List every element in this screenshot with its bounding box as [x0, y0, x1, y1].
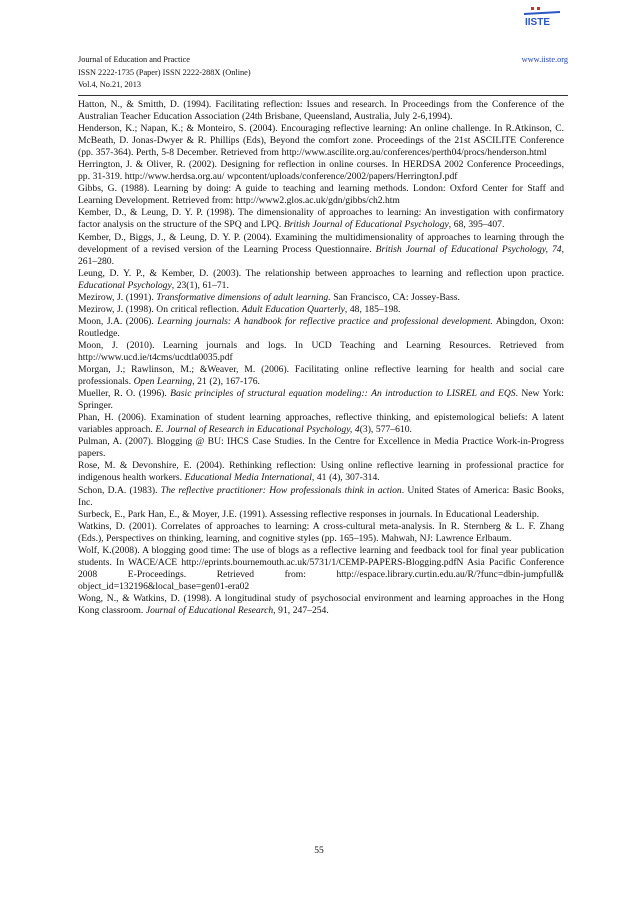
reference-source-title: E. Journal of Research in Educational Psychology, 4 [155, 424, 360, 436]
reference-text: Henderson, K.; Napan, K.; & Monteiro, S. (2004). Encouraging reflective learning: An online challenge. In R.Atkinson, C. McBeath, D. Jonas-Dwyer & R. Phillips (Eds), Beyond the comfort zone. Proceedings of the 21st ASCILITE Conference (pp. 357-364). Perth, 5-8 December. Retrieved from http://www.ascilite.org.au/conferences/perth04/procs/henderson.html [78, 123, 564, 159]
reference-entry [78, 268, 564, 292]
reference-text-tail: , 41 (4), 307-314. [311, 472, 380, 484]
journal-volume: Vol.4, No.21, 2013 [78, 80, 141, 90]
reference-source-title: Learning journals: A handbook for reflective practice and professional development. [157, 315, 493, 327]
reference-text-tail: San Francisco, CA: Jossey-Bass. [330, 291, 460, 303]
reference-source-title: British Journal of Educational Psychology, 74 [375, 243, 562, 255]
reference-text: Rose, M. & Devonshire, E. (2004). Rethinking reflection: Using online reflective learning in professional practice for indigenous health workers. [78, 460, 564, 484]
reference-text: Gibbs, G. (1988). Learning by doing: A guide to teaching and learning methods. London: Oxford Center for Staff and Learning Development. Retrieved from: http://www2.glos.ac.uk/gdn/gibbs/ch2.htm [78, 183, 564, 207]
reference-source-title: Adult Education Quarterly [241, 303, 345, 315]
reference-entry [78, 304, 564, 316]
reference-source-title: Educational Media International [184, 472, 312, 484]
reference-text-tail: (3), 577–610. [359, 424, 412, 436]
reference-text: Wolf, K.(2008). A blogging good time: The use of blogs as a reflective learning and feedback tool for final year publication students. In WACE/ACE http://eprints.bournemouth.ac.uk/5731/1/CEMP-PAPERS-Blogging.pdfN Asia Pacific Conference 2008 E-Proceedings. Retrieved from: http://espace.library.curtin.edu.au/R/?func=dbin-jumpfull& object_id=132196&local_base=gen01-era02 [78, 544, 564, 592]
reference-entry [78, 183, 564, 207]
reference-entry [78, 292, 564, 304]
reference-text: Wong, N., & Watkins, D. (1998). A longitudinal study of psychosocial environment and learning approaches in the Hong Kong classroom. [78, 592, 564, 616]
iiste-logo [522, 6, 562, 28]
reference-text: Morgan, J.; Rawlinson, M.; &Weaver, M. (2006). Facilitating online reflective learning for health and social care professionals. [78, 364, 564, 388]
header-rule [78, 95, 568, 96]
reference-entry [78, 412, 564, 436]
reference-text: Surbeck, E., Park Han, E., & Moyer, J.E. (1991). Assessing reflective responses in journals. In Educational Leadership. [78, 508, 540, 520]
reference-list [78, 99, 564, 617]
reference-text: Kember, D., & Leung, D. Y. P. (1998). The dimensionality of approaches to learning: An investigation with confirmatory factor analysis on the structure of the SPQ and LPQ. [78, 207, 564, 231]
reference-entry [78, 340, 564, 364]
reference-entry [78, 232, 564, 268]
reference-entry [78, 545, 564, 593]
reference-entry [78, 364, 564, 388]
reference-text: Moon, J.A. (2006). [78, 315, 158, 327]
reference-entry [78, 485, 564, 509]
reference-text: Mezirow, J. (1991). [78, 291, 157, 303]
reference-entry [78, 460, 564, 484]
reference-entry [78, 316, 564, 340]
reference-text: Kember, D., Biggs, J., & Leung, D. Y. P. (2004). Examining the multidimensionality of approaches to learning through the development of a revised version of the Learning Process Questionnaire. [78, 231, 564, 255]
page-header [78, 54, 568, 92]
reference-text-tail: , 68, 395–407. [448, 219, 505, 231]
reference-source-title: Educational Psychology [78, 279, 172, 291]
reference-entry [78, 159, 564, 183]
journal-url-link[interactable]: www.iiste.org [521, 55, 568, 64]
journal-name: Journal of Education and Practice [78, 55, 190, 64]
reference-text: Mezirow, J. (1998). On critical reflection. [78, 303, 242, 315]
reference-text: Watkins, D. (2001). Correlates of approaches to learning: A cross-cultural meta-analysis. In R. Sternberg & L. F. Zhang (Eds.), Perspectives on thinking, learning, and cognitive styles (pp. 165–195). Mahwah, NJ: Lawrence Erlbaum. [78, 520, 564, 544]
reference-source-title: British Journal of Educational Psychology [283, 219, 449, 231]
reference-entry [78, 521, 564, 545]
journal-issn: ISSN 2222-1735 (Paper) ISSN 2222-288X (Online) [78, 67, 251, 77]
reference-text: Leung, D. Y. P., & Kember, D. (2003). The relationship between approaches to learning and reflection upon practice. [78, 267, 564, 279]
reference-text: Herrington, J. & Oliver, R. (2002). Designing for reflection in online courses. In HERDSA 2002 Conference Proceedings, pp. 31-319. http://www.herdsa.org.au/ wpcontent/uploads/conference/2002/papers/HerringtonJ.pdf [78, 159, 564, 183]
reference-entry [78, 593, 564, 617]
reference-text-tail: Abingdon, Oxon: Routledge. [78, 315, 564, 339]
reference-entry [78, 436, 564, 460]
reference-text: Schon, D.A. (1983). [78, 484, 161, 496]
reference-source-title: Transformative dimensions of adult learning. [156, 291, 331, 303]
reference-text-tail: , 48, 185–198. [344, 303, 401, 315]
reference-text-tail: , 261–280. [78, 243, 564, 267]
reference-text: Mueller, R. O. (1996). [78, 388, 171, 400]
reference-text: Hatton, N., & Smitth, D. (1994). Facilitating reflection: Issues and research. In Proceedings from the Conference of the Australian Teacher Education Association (24th Brisbane, Queensland, Australia, July 2-6,1994). [78, 99, 564, 123]
reference-text: Moon, J. (2010). Learning journals and logs. In UCD Teaching and Learning Resources. Retrieved from http://www.ucd.ie/t4cms/ucdtla0035.pdf [78, 339, 564, 363]
logo-text: IISTE [525, 17, 551, 28]
reference-text-tail: , 91, 247–254. [273, 604, 329, 616]
reference-text: Phan, H. (2006). Examination of student learning approaches, reflective thinking, and epistemological beliefs: A latent variables approach. [78, 412, 564, 436]
reference-source-title: Journal of Educational Research [145, 604, 274, 616]
reference-entry [78, 123, 564, 159]
reference-text-tail: , 23(1), 61–71. [171, 279, 229, 291]
reference-entry [78, 207, 564, 231]
reference-source-title: Open Learning [133, 376, 193, 388]
reference-source-title: The reflective practitioner: How professionals think in action [160, 484, 402, 496]
reference-text-tail: . New York: Springer. [78, 388, 564, 412]
reference-text: Pulman, A. (2007). Blogging @ BU: IHCS Case Studies. In the Centre for Excellence in Media Practice Work-in-Progress papers. [78, 436, 564, 460]
reference-entry [78, 509, 564, 521]
reference-text-tail: , 21 (2), 167-176. [192, 376, 260, 388]
reference-entry [78, 388, 564, 412]
reference-text-tail: . United States of America: Basic Books, Inc. [78, 484, 564, 508]
page-number: 55 [314, 846, 324, 856]
reference-source-title: Basic principles of structural equation modeling:: An introduction to LISREL and EQS [170, 388, 516, 400]
reference-entry [78, 99, 564, 123]
